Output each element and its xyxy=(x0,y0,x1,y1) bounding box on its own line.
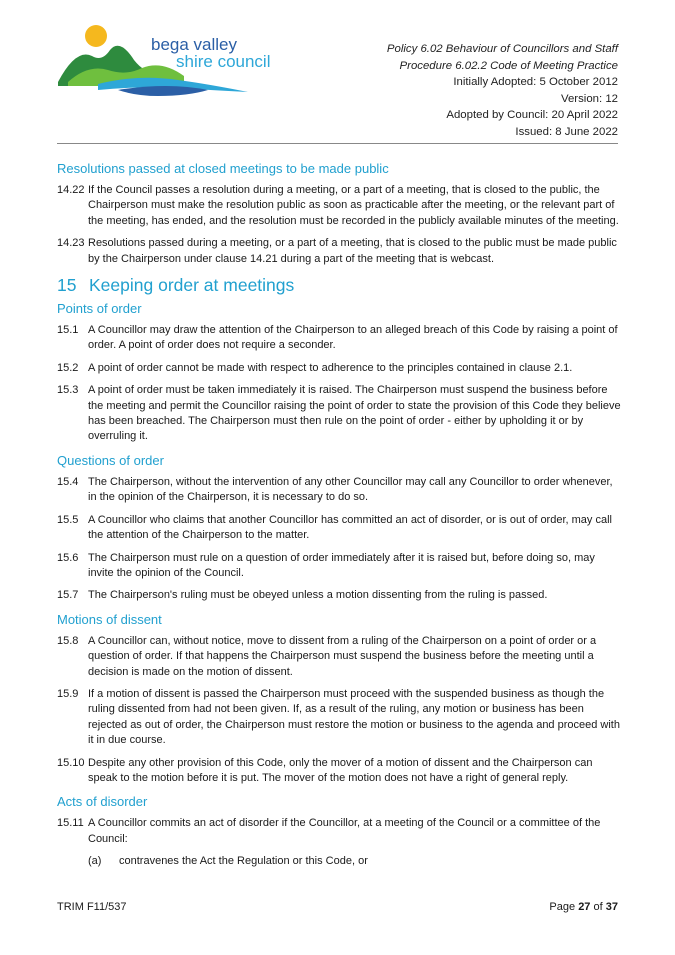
of-word: of xyxy=(593,901,603,913)
clause-text: The Chairperson, without the intervention of any other Councillor may call any Councillor to order whenever, in the opinion of the Chairperson, it is necessary to do so. xyxy=(88,475,613,504)
clause xyxy=(57,551,621,582)
clause xyxy=(57,756,621,787)
clause-text: Despite any other provision of this Code, only the mover of a motion of dissent and the Chairperson can speak to the motion before it is put. The mover of the motion does not have a right of general reply. xyxy=(88,756,593,784)
clause xyxy=(57,183,621,229)
clause-number: 15.1 xyxy=(57,324,79,337)
clause xyxy=(57,588,621,603)
clause-number: 15.8 xyxy=(57,634,79,647)
clause xyxy=(57,634,621,680)
clause xyxy=(57,687,621,749)
clause-number: 15.4 xyxy=(57,475,79,488)
clause-number: 15.5 xyxy=(57,513,79,526)
page-word: Page xyxy=(549,901,576,913)
clause-text: A Councillor commits an act of disorder if the Councillor, at a meeting of the Council or a committee of the Council: xyxy=(88,817,601,845)
clause-number: 15.9 xyxy=(57,687,79,700)
logo-text-line2: shire council xyxy=(176,52,271,71)
heading-points-of-order: Points of order xyxy=(57,301,142,317)
section-title: Keeping order at meetings xyxy=(89,275,295,296)
clause-number: 15.10 xyxy=(57,756,85,769)
clause-text: Resolutions passed during a meeting, or a part of a meeting, that is closed to the public must be made public by the Chairperson under clause 14.21 during a part of the meeting that is webcast. xyxy=(88,237,617,265)
clause xyxy=(57,475,621,506)
clause-text: The Chairperson's ruling must be obeyed unless a motion dissenting from the ruling is passed. xyxy=(88,589,548,602)
clause-number: 15.3 xyxy=(57,384,79,397)
issued-date: Issued: 8 June 2022 xyxy=(515,125,618,138)
trim-reference: TRIM F11/537 xyxy=(57,901,127,913)
clause-text: A Councillor who claims that another Councillor has committed an act of disorder, or is out of order, may call the attention of the Chairperson to the matter. xyxy=(88,513,612,542)
version: Version: 12 xyxy=(561,92,618,105)
heading-motions-of-dissent: Motions of dissent xyxy=(57,611,162,627)
clause-text: A point of order cannot be made with respect to adherence to the principles contained in clause 2.1. xyxy=(88,361,573,374)
heading-acts-of-disorder: Acts of disorder xyxy=(57,794,148,810)
page-number xyxy=(549,901,618,913)
adopted-by-council: Adopted by Council: 20 April 2022 xyxy=(446,109,618,122)
sub-clause-number: (a) xyxy=(88,855,102,868)
policy-title: Policy 6.02 Behaviour of Councillors and Staff xyxy=(386,43,618,55)
council-logo xyxy=(58,20,288,100)
heading-resolutions-public: Resolutions passed at closed meetings to be made public xyxy=(57,161,389,176)
clause-text: A Councillor may draw the attention of the Chairperson to an alleged breach of this Code by raising a point of order. A point of order does not require a seconder. xyxy=(88,324,618,352)
clause-text: The Chairperson must rule on a question of order immediately after it is raised but, before doing so, may invite the opinion of the Council. xyxy=(88,551,595,579)
initially-adopted: Initially Adopted: 5 October 2012 xyxy=(453,76,618,89)
clause-number: 14.22 xyxy=(57,184,85,196)
sub-clause xyxy=(57,854,621,869)
clause-number: 15.6 xyxy=(57,551,79,564)
clause-number: 15.7 xyxy=(57,589,79,602)
clause xyxy=(57,816,621,847)
clause xyxy=(57,383,621,445)
clause-text: If a motion of dissent is passed the Chairperson must proceed with the suspended business as though the ruling dissented from had not been given. If, as a result of the ruling, any motion or business has been rejected as out of order, the Chairperson must restore the motion or business to the agenda and proceed with it in due course. xyxy=(88,687,620,747)
sub-clause-text: contravenes the Act the Regulation or this Code, or xyxy=(119,855,368,868)
heading-questions-of-order: Questions of order xyxy=(57,452,164,468)
clause-number: 15.11 xyxy=(57,817,84,830)
clause xyxy=(57,513,621,544)
logo-text-line1: bega valley xyxy=(151,35,238,54)
clause xyxy=(57,361,621,376)
page-current: 27 xyxy=(578,901,591,913)
clause xyxy=(57,236,621,267)
clause-text: A point of order must be taken immediately it is raised. The Chairperson must suspend the business before the meeting and permit the Councillor raising the point of order to state the provision of this Code they believe has been breached. The Chairperson must then rule on the point of order - either by upholding it or by overruling it. xyxy=(88,384,621,443)
clause xyxy=(57,323,621,354)
header-divider xyxy=(57,143,618,144)
section-heading xyxy=(57,274,621,296)
page-total: 37 xyxy=(605,901,618,913)
document-body xyxy=(57,160,621,870)
clause-number: 15.2 xyxy=(57,361,79,374)
section-number: 15 xyxy=(57,275,77,296)
document-metadata xyxy=(387,41,618,141)
clause-number: 14.23 xyxy=(57,237,85,250)
procedure-title: Procedure 6.02.2 Code of Meeting Practice xyxy=(399,59,618,72)
clause-text: If the Council passes a resolution during a meeting, or a part of a meeting, that is closed to the public, the Chairperson must make the resolution public as soon as practicable after the meeting, or the relevant part of the meeting, has ended, and the resolution must be recorded in the publicly available minutes of the meeting. xyxy=(88,184,619,227)
clause-text: A Councillor can, without notice, move to dissent from a ruling of the Chairperson on a point of order or a question of order. If that happens the Chairperson must suspend the business before the meeting until a decision is made on the motion of dissent. xyxy=(88,634,597,678)
